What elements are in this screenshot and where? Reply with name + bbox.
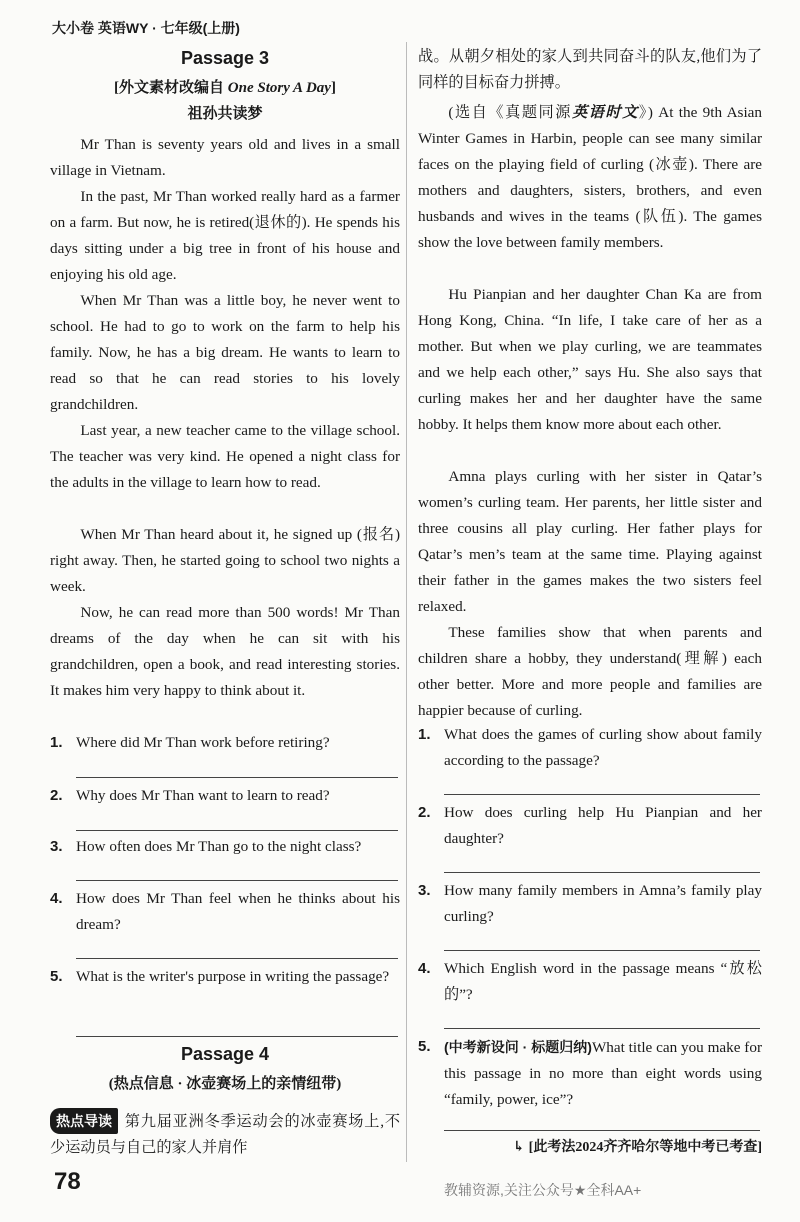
passage3-paragraph: When Mr Than was a little boy, he never went to school. He had to go to work on the farm to help his family. Now, he has a big dream. He wants to learn to read so that he can read stories to his lovely grandchildren. (50, 292, 400, 413)
passage4-title: Passage 4 (180, 1044, 270, 1064)
passage3-subtitle: 祖孙共读梦 (187, 106, 263, 122)
passage3-paragraph: Last year, a new teacher came to the village school. The teacher was very kind. He opened a night class for the adults in the village to learn how to read. (50, 422, 400, 491)
passage3-source: [外文素材改编自 One Story A Day] (114, 80, 336, 96)
column-divider (406, 42, 407, 1162)
answer-line[interactable] (76, 1036, 398, 1037)
answer-line[interactable] (76, 958, 398, 959)
answer-line[interactable] (444, 1028, 760, 1029)
answer-line[interactable] (444, 950, 760, 951)
brand-logo: 英语时文 (571, 104, 639, 121)
arrow-icon: ↳ (512, 1140, 525, 1155)
passage4-paragraph: These families show that when parents and children share a hobby, they understand(理解) each other better. More and more people and families are happier because of curling. (418, 624, 762, 719)
book-header: 大小卷 英语WY · 七年级(上册) (52, 20, 240, 36)
question-item: 4. How does Mr Than feel when he thinks about his dream? (50, 890, 400, 933)
passage3-paragraph: When Mr Than heard about it, he signed up (报名) right away. Then, he started going to school two nights a week. (50, 526, 400, 595)
hot-topic-intro: 热点导读 第九届亚洲冬季运动会的冰壶赛场上,不少运动员与自己的家人并肩作 (50, 1108, 400, 1161)
answer-line[interactable] (444, 794, 760, 795)
question-item: 3. How many family members in Amna’s family play curling? (418, 882, 762, 925)
passage3-paragraph: In the past, Mr Than worked really hard as a farmer on a farm. But now, he is retired(退休的). He spends his days sitting under a big tree in front of his house and enjoying his old age. (50, 188, 400, 283)
hot-topic-continuation: 战。从朝夕相处的家人到共同奋斗的队友,他们为了同样的目标奋力拼搏。 (418, 48, 762, 91)
passage4-paragraph: Amna plays curling with her sister in Qatar’s women’s curling team. Her parents, her little sister and three cousins all play curling. Her father plays for Qatar’s men’s team at the same time. Playing against their father in the games makes the two sisters feel relaxed. (418, 468, 762, 615)
footer-watermark: 教辅资源,关注公众号★全科AA+ (444, 1182, 642, 1198)
exam-note: ↳ [此考法2024齐齐哈尔等地中考已考查] (512, 1140, 762, 1155)
passage3-paragraph: Mr Than is seventy years old and lives in a small village in Vietnam. (50, 136, 400, 179)
answer-line[interactable] (444, 1130, 760, 1131)
question-tag: (中考新设问 · 标题归纳) (444, 1039, 592, 1055)
answer-line[interactable] (444, 872, 760, 873)
page-number: 78 (54, 1168, 81, 1195)
answer-line[interactable] (76, 830, 398, 831)
answer-line[interactable] (76, 880, 398, 881)
passage3-paragraph: Now, he can read more than 500 words! Mr Than dreams of the day when he can sit with his grandchildren, open a book, and read interesting stories. It makes him very happy to think about it. (50, 604, 400, 699)
hot-topic-badge: 热点导读 (50, 1108, 118, 1134)
question-item: 4. Which English word in the passage means “放松的”? (418, 960, 762, 1003)
passage4-paragraph: Hu Pianpian and her daughter Chan Ka are from Hong Kong, China. “In life, I take care of her as a mother. But when we play curling, we are teammates and we help each other,” says Hu. She also says that curling makes her and her daughter have the same hobby. It helps them know more about each other. (418, 286, 762, 433)
passage3-title: Passage 3 (180, 48, 270, 68)
question-item: 1. Where did Mr Than work before retiring? (50, 734, 330, 751)
question-item: 5. (中考新设问 · 标题归纳)What title can you make for this passage in no more than eight words using “family, power, ice”? (418, 1038, 762, 1108)
question-item: 5. What is the writer's purpose in writing the passage? (50, 968, 390, 985)
answer-line[interactable] (76, 777, 398, 778)
question-item: 2. Why does Mr Than want to learn to read? (50, 787, 330, 804)
question-item: 2. How does curling help Hu Pianpian and her daughter? (418, 804, 762, 847)
question-item: 3. How often does Mr Than go to the night class? (50, 838, 362, 855)
question-item: 1. What does the games of curling show about family according to the passage? (418, 726, 762, 769)
passage4-subtitle: (热点信息 · 冰壶赛场上的亲情纽带) (108, 1076, 342, 1092)
passage4-paragraph: (选自《真题同源英语时文》) At the 9th Asian Winter Games in Harbin, people can see many similar faces on the playing field of curling (冰壶). There are mothers and daughters, sisters, brothers, and even husbands and wives in the teams (队伍). The games show the love between family members. (418, 104, 762, 251)
